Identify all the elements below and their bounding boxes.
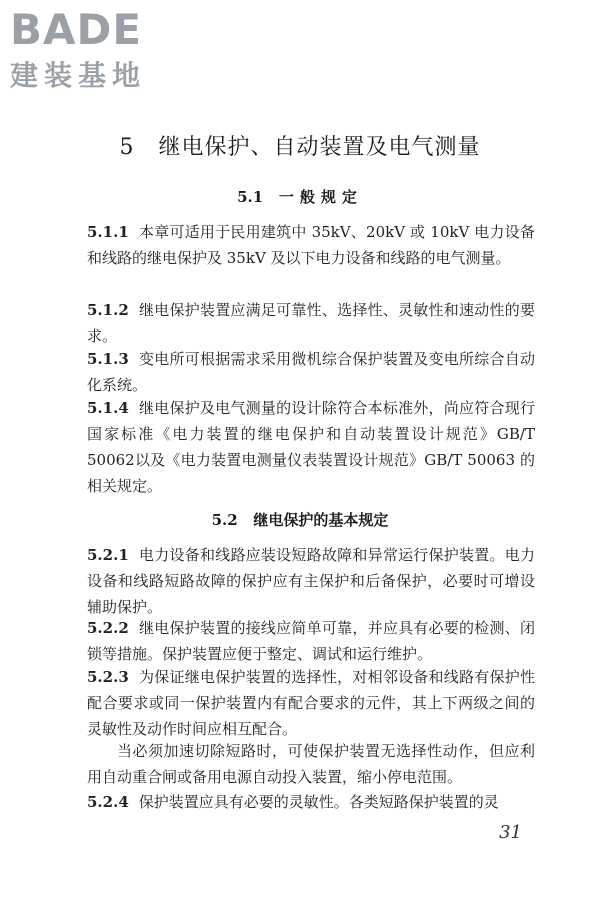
clause-5-1-4 — [87, 395, 535, 499]
clause-text: 保护装置应具有必要的灵敏性。各类短路保护装置的灵 — [138, 793, 499, 811]
clause-5-2-1 — [87, 542, 535, 620]
clause-5-2-4 — [87, 789, 535, 815]
clause-5-1-2 — [87, 297, 535, 349]
logo — [10, 6, 190, 94]
clause-number: 5.2.4 — [87, 793, 129, 811]
clause-number: 5.2.1 — [87, 546, 129, 564]
clause-5-1-1 — [87, 219, 535, 271]
page-number: 31 — [499, 822, 522, 843]
section-number: 5.2 — [211, 511, 238, 529]
clause-5-1-3 — [87, 346, 535, 398]
clause-number: 5.1.2 — [87, 301, 129, 319]
section-title-text: 一般规定 — [278, 188, 363, 206]
section-number: 5.1 — [237, 188, 264, 206]
clause-number: 5.2.2 — [87, 619, 129, 637]
chapter-title — [0, 130, 600, 161]
section-title-text: 继电保护的基本规定 — [253, 511, 389, 529]
clause-text: 为保证继电保护装置的选择性，对相邻设备和线路有保护性配合要求或同一保护装置内有配合要求的元件，其上下两级之间的灵敏性及动作时间应相互配合。 — [87, 668, 535, 738]
logo-subtitle: 建装基地 — [10, 59, 147, 92]
clause-5-2-2 — [87, 615, 535, 667]
clause-text: 电力设备和线路应装设短路故障和异常运行保护装置。电力设备和线路短路故障的保护应有主保护和后备保护，必要时可增设辅助保护。 — [87, 546, 535, 616]
clause-5-2-3-continuation — [87, 738, 535, 790]
clause-text: 继电保护装置的接线应简单可靠，并应具有必要的检测、闭锁等措施。保护装置应便于整定、调试和运行维护。 — [87, 619, 535, 663]
clause-number: 5.1.1 — [87, 223, 129, 241]
chapter-title-text: 继电保护、自动装置及电气测量 — [158, 135, 481, 160]
section-title-5-2 — [0, 509, 600, 530]
clause-text: 继电保护及电气测量的设计除符合本标准外，尚应符合现行国家标准《电力装置的继电保护和自动装置设计规范》GB/T 50062以及《电力装置电测量仪表装置设计规范》GB/T 50063 的相关规定。 — [87, 399, 535, 495]
clause-5-2-3 — [87, 664, 535, 742]
clause-text: 继电保护装置应满足可靠性、选择性、灵敏性和速动性的要求。 — [87, 301, 535, 345]
clause-number: 5.1.4 — [87, 399, 129, 417]
clause-number: 5.1.3 — [87, 350, 129, 368]
chapter-number: 5 — [119, 135, 135, 160]
clause-number: 5.2.3 — [87, 668, 129, 686]
logo-word: BADE — [10, 5, 143, 54]
section-title-5-1 — [0, 186, 600, 207]
clause-text: 当必须加速切除短路时，可使保护装置无选择性动作，但应利用自动重合闸或备用电源自动投入装置，缩小停电范围。 — [87, 742, 535, 786]
clause-text: 本章可适用于民用建筑中 35kV、20kV 或 10kV 电力设备和线路的继电保护及 35kV 及以下电力设备和线路的电气测量。 — [87, 223, 535, 267]
clause-text: 变电所可根据需求采用微机综合保护装置及变电所综合自动化系统。 — [87, 350, 535, 394]
